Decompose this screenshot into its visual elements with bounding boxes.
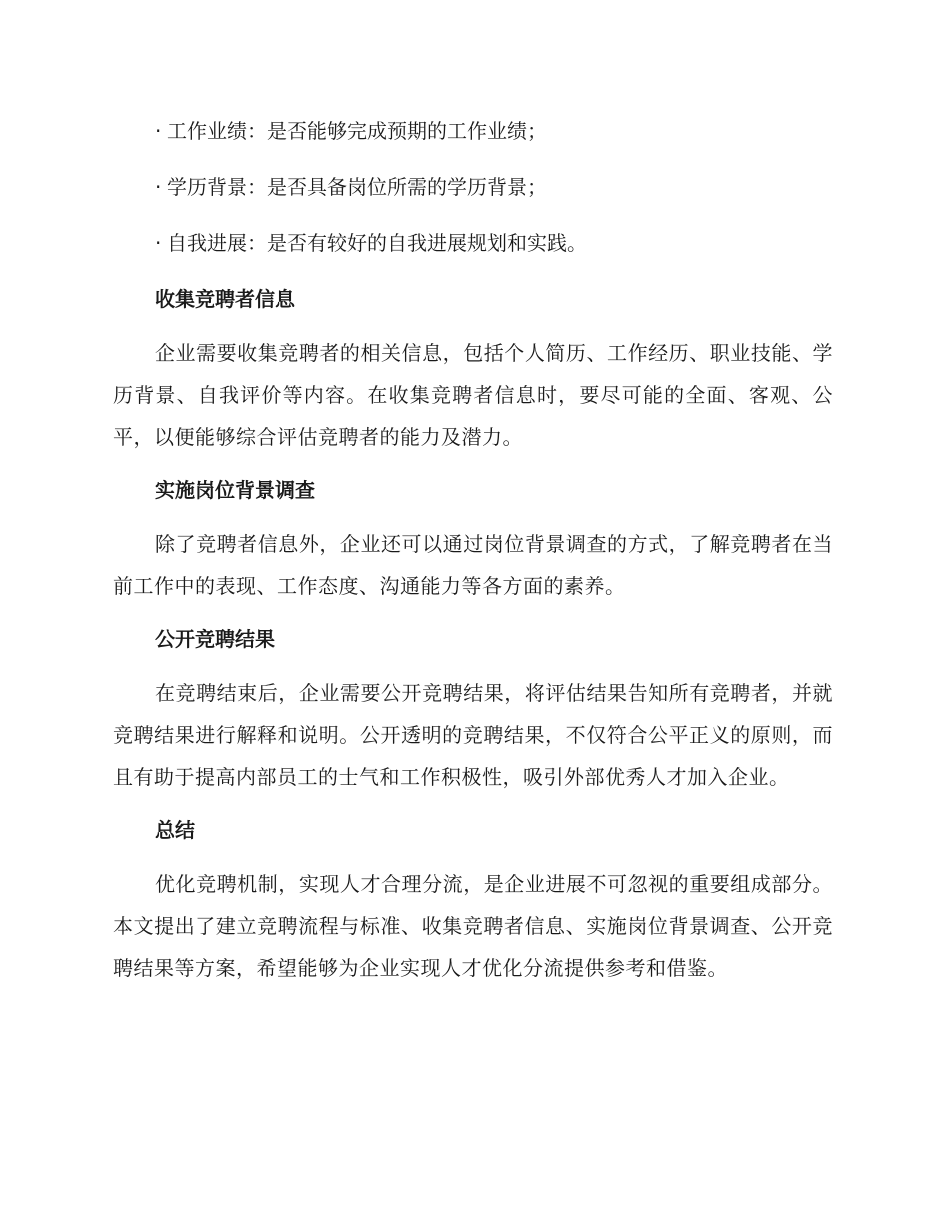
bullet-text: 工作业绩：是否能够完成预期的工作业绩； xyxy=(167,119,547,143)
document-page xyxy=(113,110,833,1000)
section-heading-collect-info: 收集竞聘者信息 xyxy=(155,287,295,311)
section-paragraph-collect-info: 企业需要收集竞聘者的相关信息，包括个人简历、工作经历、职业技能、学历背景、自我评价等内容。在收集竞聘者信息时，要尽可能的全面、客观、公平，以便能够综合评估竞聘者的能力及潜力。 xyxy=(113,341,833,449)
bullet-item-self-development xyxy=(155,222,833,264)
bullet-text: 学历背景：是否具备岗位所需的学历背景； xyxy=(167,175,547,199)
bullet-text: 自我进展：是否有较好的自我进展规划和实践。 xyxy=(167,231,587,255)
section-paragraph-publish-results: 在竞聘结束后，企业需要公开竞聘结果，将评估结果告知所有竞聘者，并就竞聘结果进行解释和说明。公开透明的竞聘结果，不仅符合公平正义的原则，而且有助于提高内部员工的士气和工作积极性，吸引外部优秀人才加入企业。 xyxy=(113,681,833,789)
bullet-marker: · xyxy=(155,231,162,255)
bullet-item-education xyxy=(155,166,833,208)
section-heading-publish-results: 公开竞聘结果 xyxy=(155,627,275,651)
bullet-marker: · xyxy=(155,119,162,143)
section-heading-summary: 总结 xyxy=(155,818,195,842)
bullet-marker: · xyxy=(155,175,162,199)
section-paragraph-background-check: 除了竞聘者信息外，企业还可以通过岗位背景调查的方式，了解竞聘者在当前工作中的表现、工作态度、沟通能力等各方面的素养。 xyxy=(113,532,833,598)
section-paragraph-summary: 优化竞聘机制，实现人才合理分流，是企业进展不可忽视的重要组成部分。本文提出了建立竞聘流程与标准、收集竞聘者信息、实施岗位背景调查、公开竞聘结果等方案，希望能够为企业实现人才优化分流提供参考和借鉴。 xyxy=(113,872,833,980)
bullet-item-work-performance xyxy=(155,110,833,152)
section-heading-background-check: 实施岗位背景调查 xyxy=(155,478,315,502)
